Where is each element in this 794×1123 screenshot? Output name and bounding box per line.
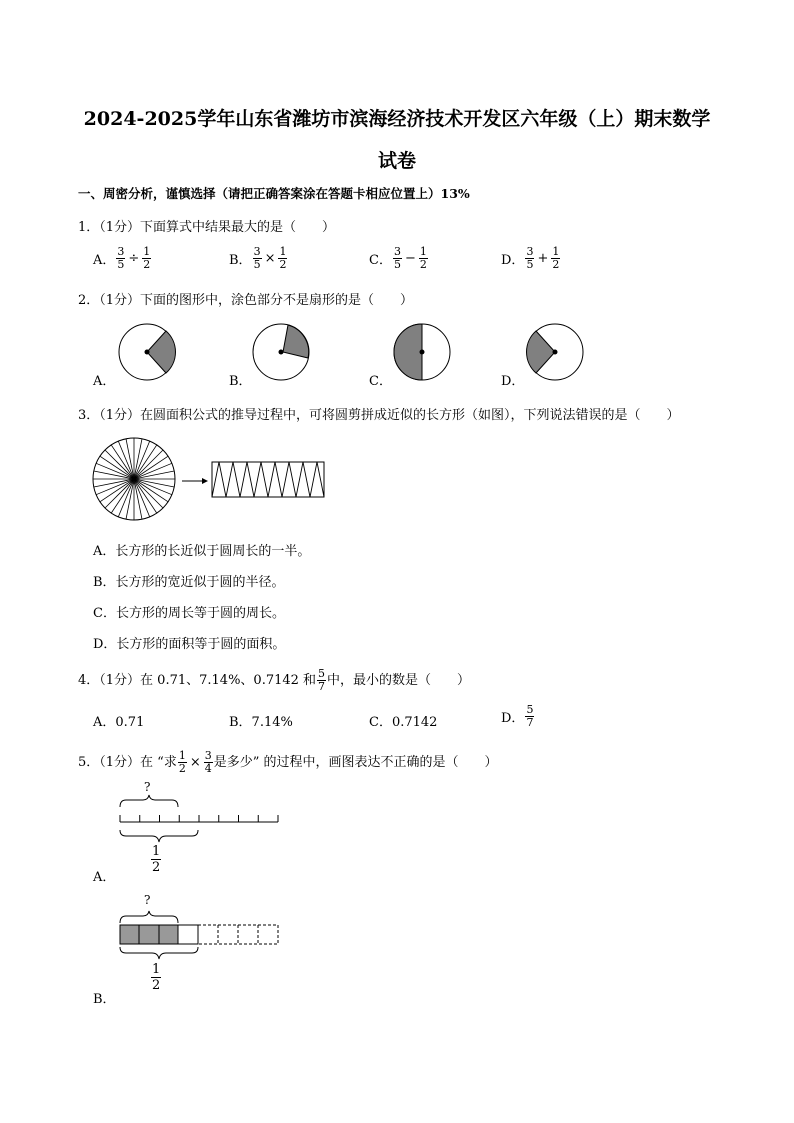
q4-option-d: D． $\frac{5}{7}$ [501,703,534,729]
q5a-question-mark: ? [144,780,151,794]
q5b-half-fraction: $\frac{1}{2}$ [152,962,161,993]
q3-option-d: D．长方形的面积等于圆的面积。 [93,637,286,652]
question-4-stem: 4．（1分）在 0.71、7.14%、0.7142 和 $\frac{5}{7}$ 中，最小的数是（ ） [78,667,471,693]
q4-option-a: A．0.71 [93,715,145,730]
fraction: $\frac{5}{7}$ [318,667,326,693]
q2-label-b: B． [229,374,252,389]
q5a-half-fraction: $\frac{1}{2}$ [152,844,161,875]
q5-label-a: A． [93,870,116,885]
q2-label-d: D． [501,374,525,389]
fraction: $\frac{1}{2}$ [178,749,186,775]
q1-option-d: D． $\frac{3}{5}$ + $\frac{1}{2}$ [501,245,560,271]
q5-label-b: B． [93,992,116,1007]
q1-option-a: A． $\frac{3}{5}$ ÷ $\frac{1}{2}$ [93,245,151,271]
page-title-line1: 2024-2025学年山东省潍坊市滨海经济技术开发区六年级（上）期末数学 [83,108,711,130]
question-3-stem: 3．（1分）在圆面积公式的推导过程中，可将圆剪拼成近似的长方形（如图），下列说法错误的是（ ） [78,408,680,423]
figure-b-bars [120,911,278,959]
q1-option-c: C． $\frac{3}{5}$ − $\frac{1}{2}$ [369,245,427,271]
q4-option-b: B．7.14% [229,715,293,730]
q4-option-c: C．0.7142 [369,715,438,730]
q3-option-c: C．长方形的周长等于圆的周长。 [93,606,285,621]
fraction: $\frac{5}{7}$ [526,703,534,729]
q2-label-a: A． [93,374,116,389]
q1-option-b: B． $\frac{3}{5}$ × $\frac{1}{2}$ [229,245,287,271]
figure-a-line [120,795,278,842]
question-1-stem: 1．（1分）下面算式中结果最大的是（ ） [78,220,336,235]
q3-option-b: B．长方形的宽近似于圆的半径。 [93,575,285,590]
question-5-stem: 5．（1分）在 “求 $\frac{1}{2}$ × $\frac{3}{4}$ 是多少” 的过程中，画图表达不正确的是（ ） [78,749,498,775]
q3-option-a: A．长方形的长近似于圆周长的一半。 [93,544,311,559]
fraction: $\frac{3}{4}$ [204,749,212,775]
section-heading: 一、周密分析，谨慎选择（请把正确答案涂在答题卡相应位置上）13% [78,186,470,201]
q2-label-c: C． [369,374,392,389]
q5b-question-mark: ? [144,893,151,907]
question-2-stem: 2．（1分）下面的图形中，涂色部分不是扇形的是（ ） [78,293,414,308]
page-title-line2: 试卷 [377,150,416,172]
